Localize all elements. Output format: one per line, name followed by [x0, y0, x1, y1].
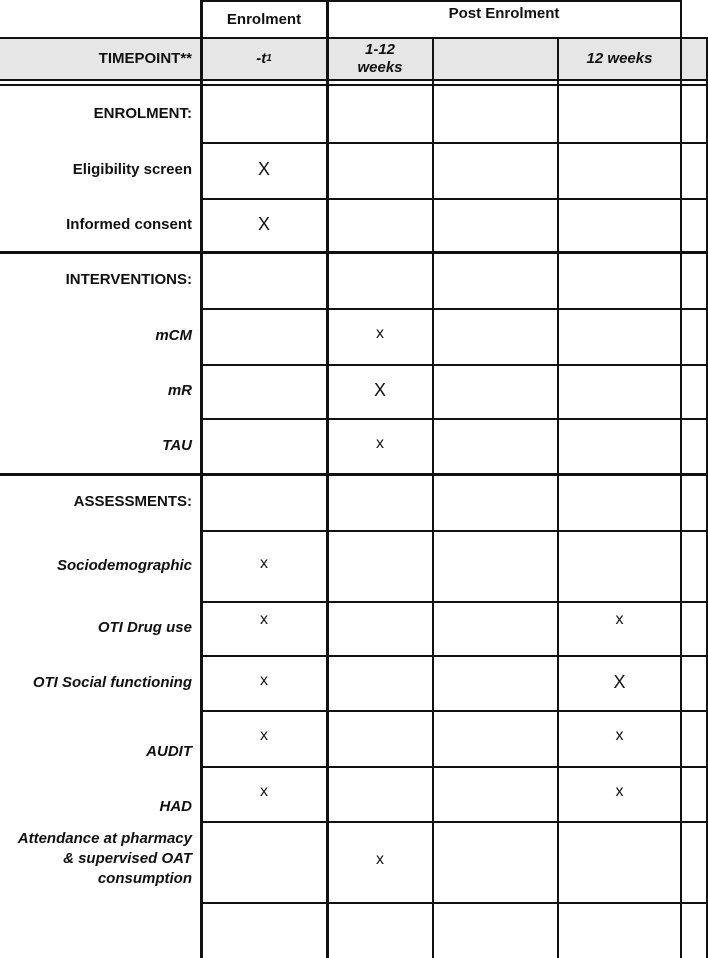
schedule-mark: x [260, 554, 268, 572]
row-label [4, 530, 192, 601]
row-label-text: ENROLMENT: [93, 105, 192, 122]
row-label-text: ASSESSMENTS: [73, 493, 192, 510]
row-divider [201, 198, 708, 200]
row-label [4, 198, 192, 252]
schedule-mark: X [257, 159, 270, 179]
row-label [4, 418, 192, 474]
row-label [4, 714, 192, 762]
schedule-mark: x [615, 611, 624, 628]
row-label [4, 655, 192, 710]
schedule-mark: x [376, 850, 384, 868]
timepoint-t1-sub: 1 [266, 53, 272, 64]
column-border [557, 38, 559, 958]
row-divider [201, 530, 708, 532]
timepoint-t1 [201, 38, 327, 80]
schedule-mark: X [373, 380, 386, 400]
timepoint-t1-text: -t [256, 50, 267, 67]
row-label-text: HAD [159, 798, 192, 815]
timepoint-empty [433, 38, 558, 80]
row-label-text: Eligibility screen [72, 161, 192, 178]
row-label-text: Sociodemographic [56, 556, 192, 574]
header-top-border [327, 0, 681, 2]
row-divider [201, 655, 708, 657]
row-label-text: OTI Drug use [97, 619, 192, 636]
row-divider [201, 364, 708, 366]
row-label-text: TAU [162, 437, 192, 454]
row-divider [201, 418, 708, 420]
column-border [432, 38, 434, 958]
row-label-text: AUDIT [146, 743, 192, 760]
row-divider [201, 766, 708, 768]
row-label-text: INTERVENTIONS: [65, 271, 192, 288]
schedule-mark: x [260, 611, 268, 628]
column-border [680, 0, 682, 38]
schedule-mark: x [376, 435, 384, 452]
row-divider [201, 308, 708, 310]
header-enrolment: Enrolment [226, 11, 302, 28]
double-line-top [0, 79, 708, 81]
row-label-text: Informed consent [66, 216, 192, 233]
schedule-mark: x [376, 325, 384, 342]
timepoint-12-weeks: 12 weeks [586, 50, 653, 67]
section-heading [4, 474, 192, 530]
row-divider [201, 601, 708, 603]
column-border [680, 38, 682, 958]
row-label-text: Attendance at pharmacy & supervised OAT consumption [17, 830, 192, 887]
schedule-mark: X [613, 671, 626, 692]
schedule-mark: x [615, 727, 624, 744]
row-divider [201, 710, 708, 712]
row-label-text: mCM [155, 327, 192, 344]
row-divider [201, 902, 708, 904]
section-heading [4, 252, 192, 308]
header-post-enrolment: Post Enrolment [448, 5, 560, 22]
schedule-mark: x [260, 782, 268, 800]
schedule-mark: x [615, 782, 624, 800]
schedule-mark: x [260, 727, 268, 744]
row-label [4, 142, 192, 198]
timepoint-1-12-weeks: 1-12 weeks [357, 41, 403, 76]
row-label-text: mR [167, 382, 192, 399]
row-label [4, 902, 192, 958]
row-label [4, 364, 192, 418]
row-label [4, 829, 192, 902]
schedule-mark: x [260, 671, 268, 689]
row-label-text: OTI Social functioning [32, 673, 192, 691]
section-heading [4, 86, 192, 142]
row-divider [201, 142, 708, 144]
row-divider [201, 821, 708, 823]
header-top-border [201, 0, 327, 2]
row-label [4, 308, 192, 364]
row-label [4, 601, 192, 655]
header-divider [0, 37, 708, 39]
schedule-mark: X [257, 214, 270, 234]
row-label [4, 770, 192, 817]
timepoint-label: TIMEPOINT** [98, 50, 192, 67]
